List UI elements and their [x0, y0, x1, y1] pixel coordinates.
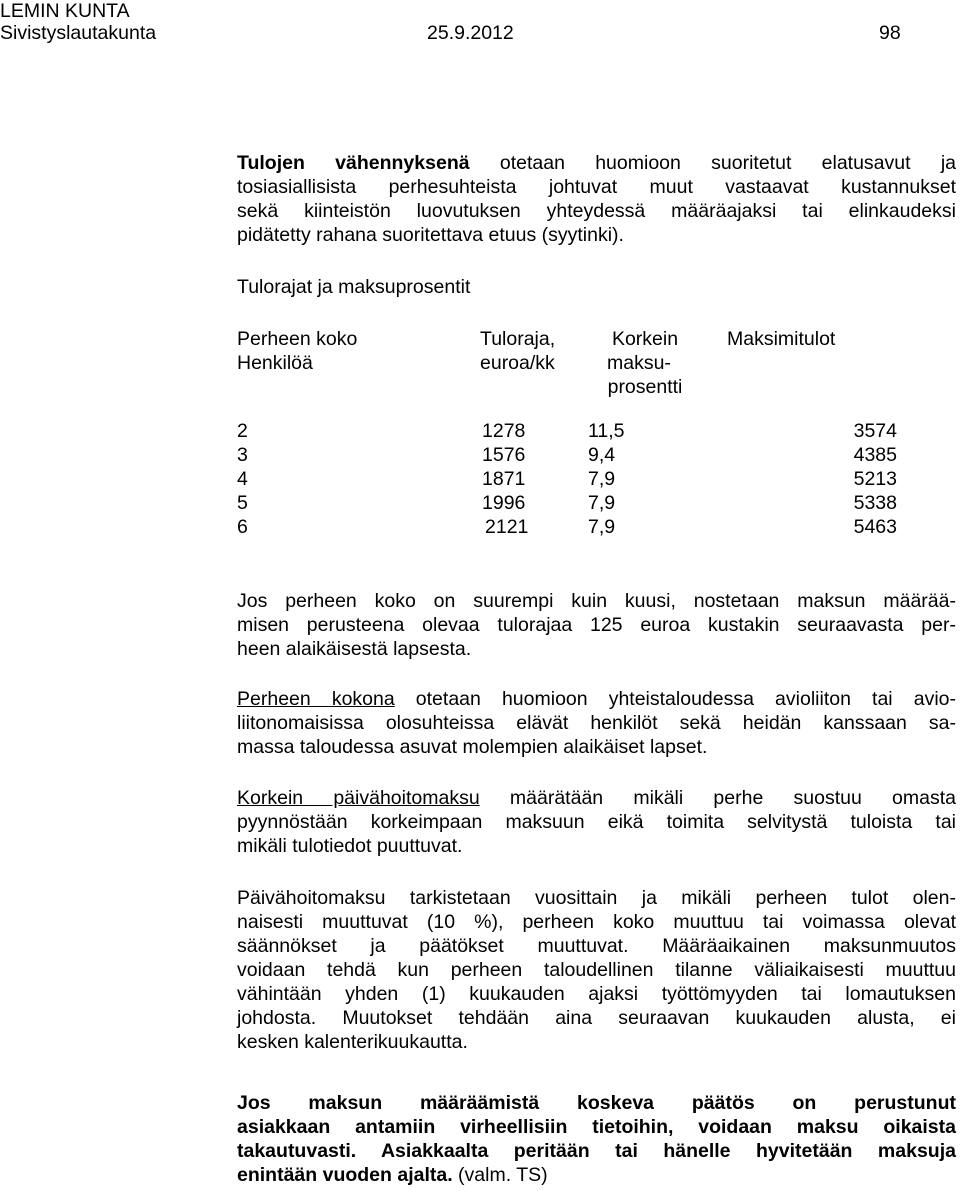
- board-name: Sivistyslautakunta: [0, 22, 157, 44]
- paragraph-correction: Jos maksun määräämistä koskeva päätös on perustunut asiakkaan antamiin virheellisiin tietoihin, voidaan maksu oikaista takautuvasti. Asiakkaalta peritään tai hänelle hyvitetään maksuja enintään vuoden ajalta. (valm. TS): [237, 1092, 956, 1186]
- cell-persons: 2: [237, 420, 248, 442]
- cell-persons: 3: [237, 444, 248, 466]
- cell-limit: 1996: [482, 492, 526, 514]
- cell-max: 3574: [853, 420, 897, 442]
- meeting-date: 25.9.2012: [427, 22, 514, 44]
- cell-persons: 4: [237, 468, 248, 490]
- org-name: LEMIN KUNTA: [0, 0, 130, 22]
- cell-percent: 7,9: [588, 516, 616, 538]
- header-family-size: Perheen koko Henkilöä: [237, 328, 358, 374]
- intro-line-1: Tulojen vähennyksenä otetaan huomioon suoritetut elatusavut ja: [237, 152, 957, 174]
- intro-line-2: tosiasiallisista perhesuhteista johtuvat muut vastaavat kustannukset: [237, 176, 956, 198]
- cell-percent: 7,9: [588, 492, 616, 514]
- cell-limit: 1278: [482, 420, 526, 442]
- cell-percent: 11,5: [588, 420, 625, 442]
- paragraph-extra-children: Jos perheen koko on suurempi kuin kuusi, nostetaan maksun määrää- misen perusteena olevaa tulorajaa 125 euroa kustakin seuraavasta per- heen alaikäisestä lapsesta.: [237, 590, 956, 660]
- cell-limit: 2121: [485, 516, 529, 538]
- cell-percent: 7,9: [588, 468, 616, 490]
- paragraph-fee-review: Päivähoitomaksu tarkistetaan vuosittain ja mikäli perheen tulot olen- naisesti muuttuvat (10 %), perheen koko muuttuu tai voimassa olevat säännökset ja päätökset muuttuvat. Määräaikainen maksunmuutos voidaan tehdä kun perheen taloudellinen tilanne väliaikaisesti muuttuu vähintään yhden (1) kuukauden ajaksi työttömyyden tai lomautuksen johdosta. Muutokset tehdään aina seuraavan kuukauden alusta, ei kesken kalenterikuukautta.: [237, 887, 956, 1053]
- intro-bold-lead: Tulojen vähennyksenä: [237, 152, 470, 174]
- cell-max: 5338: [853, 492, 897, 514]
- cell-limit: 1576: [482, 444, 526, 466]
- cell-max: 4385: [853, 444, 897, 466]
- table-row: [0, 467, 960, 491]
- paragraph-family-size-definition: Perheen kokona otetaan huomioon yhteistaloudessa avioliiton tai avio- liitonomaisissa olosuhteissa elävät henkilöt sekä heidän kanssaan sa- massa taloudessa asuvat molempien alaikäiset lapset.: [237, 688, 956, 758]
- table-title: Tulorajat ja maksuprosentit: [237, 276, 471, 298]
- cell-persons: 6: [237, 516, 248, 538]
- table-row: [0, 443, 960, 467]
- preparer-note: (valm. TS): [452, 1164, 548, 1186]
- intro-line-3: sekä kiinteistön luovutuksen yhteydessä määräajaksi tai elinkaudeksi: [237, 200, 956, 222]
- cell-percent: 9,4: [588, 444, 616, 466]
- table-row: [0, 491, 960, 515]
- paragraph-highest-fee: Korkein päivähoitomaksu määrätään mikäli perhe suostuu omasta pyynnöstään korkeimpaan maksuun eikä toimita selvitystä tuloista tai mikäli tulotiedot puuttuvat.: [237, 787, 956, 857]
- intro-line-4: pidätetty rahana suoritettava etuus (syytinki).: [237, 224, 624, 246]
- page-number: 98: [879, 22, 901, 44]
- term-family-size: Perheen kokona: [237, 688, 395, 710]
- intro-paragraph: [237, 151, 956, 247]
- table-row: [0, 515, 960, 539]
- term-highest-fee: Korkein päivähoitomaksu: [237, 787, 480, 809]
- header-income-limit: Tuloraja, euroa/kk: [480, 328, 556, 374]
- table-row: [0, 419, 960, 443]
- cell-limit: 1871: [482, 468, 526, 490]
- header-max-percent: Korkein maksu- prosentti: [607, 328, 683, 398]
- cell-max: 5213: [853, 468, 897, 490]
- cell-persons: 5: [237, 492, 248, 514]
- cell-max: 5463: [853, 516, 897, 538]
- header-max-income: Maksimitulot: [727, 328, 836, 350]
